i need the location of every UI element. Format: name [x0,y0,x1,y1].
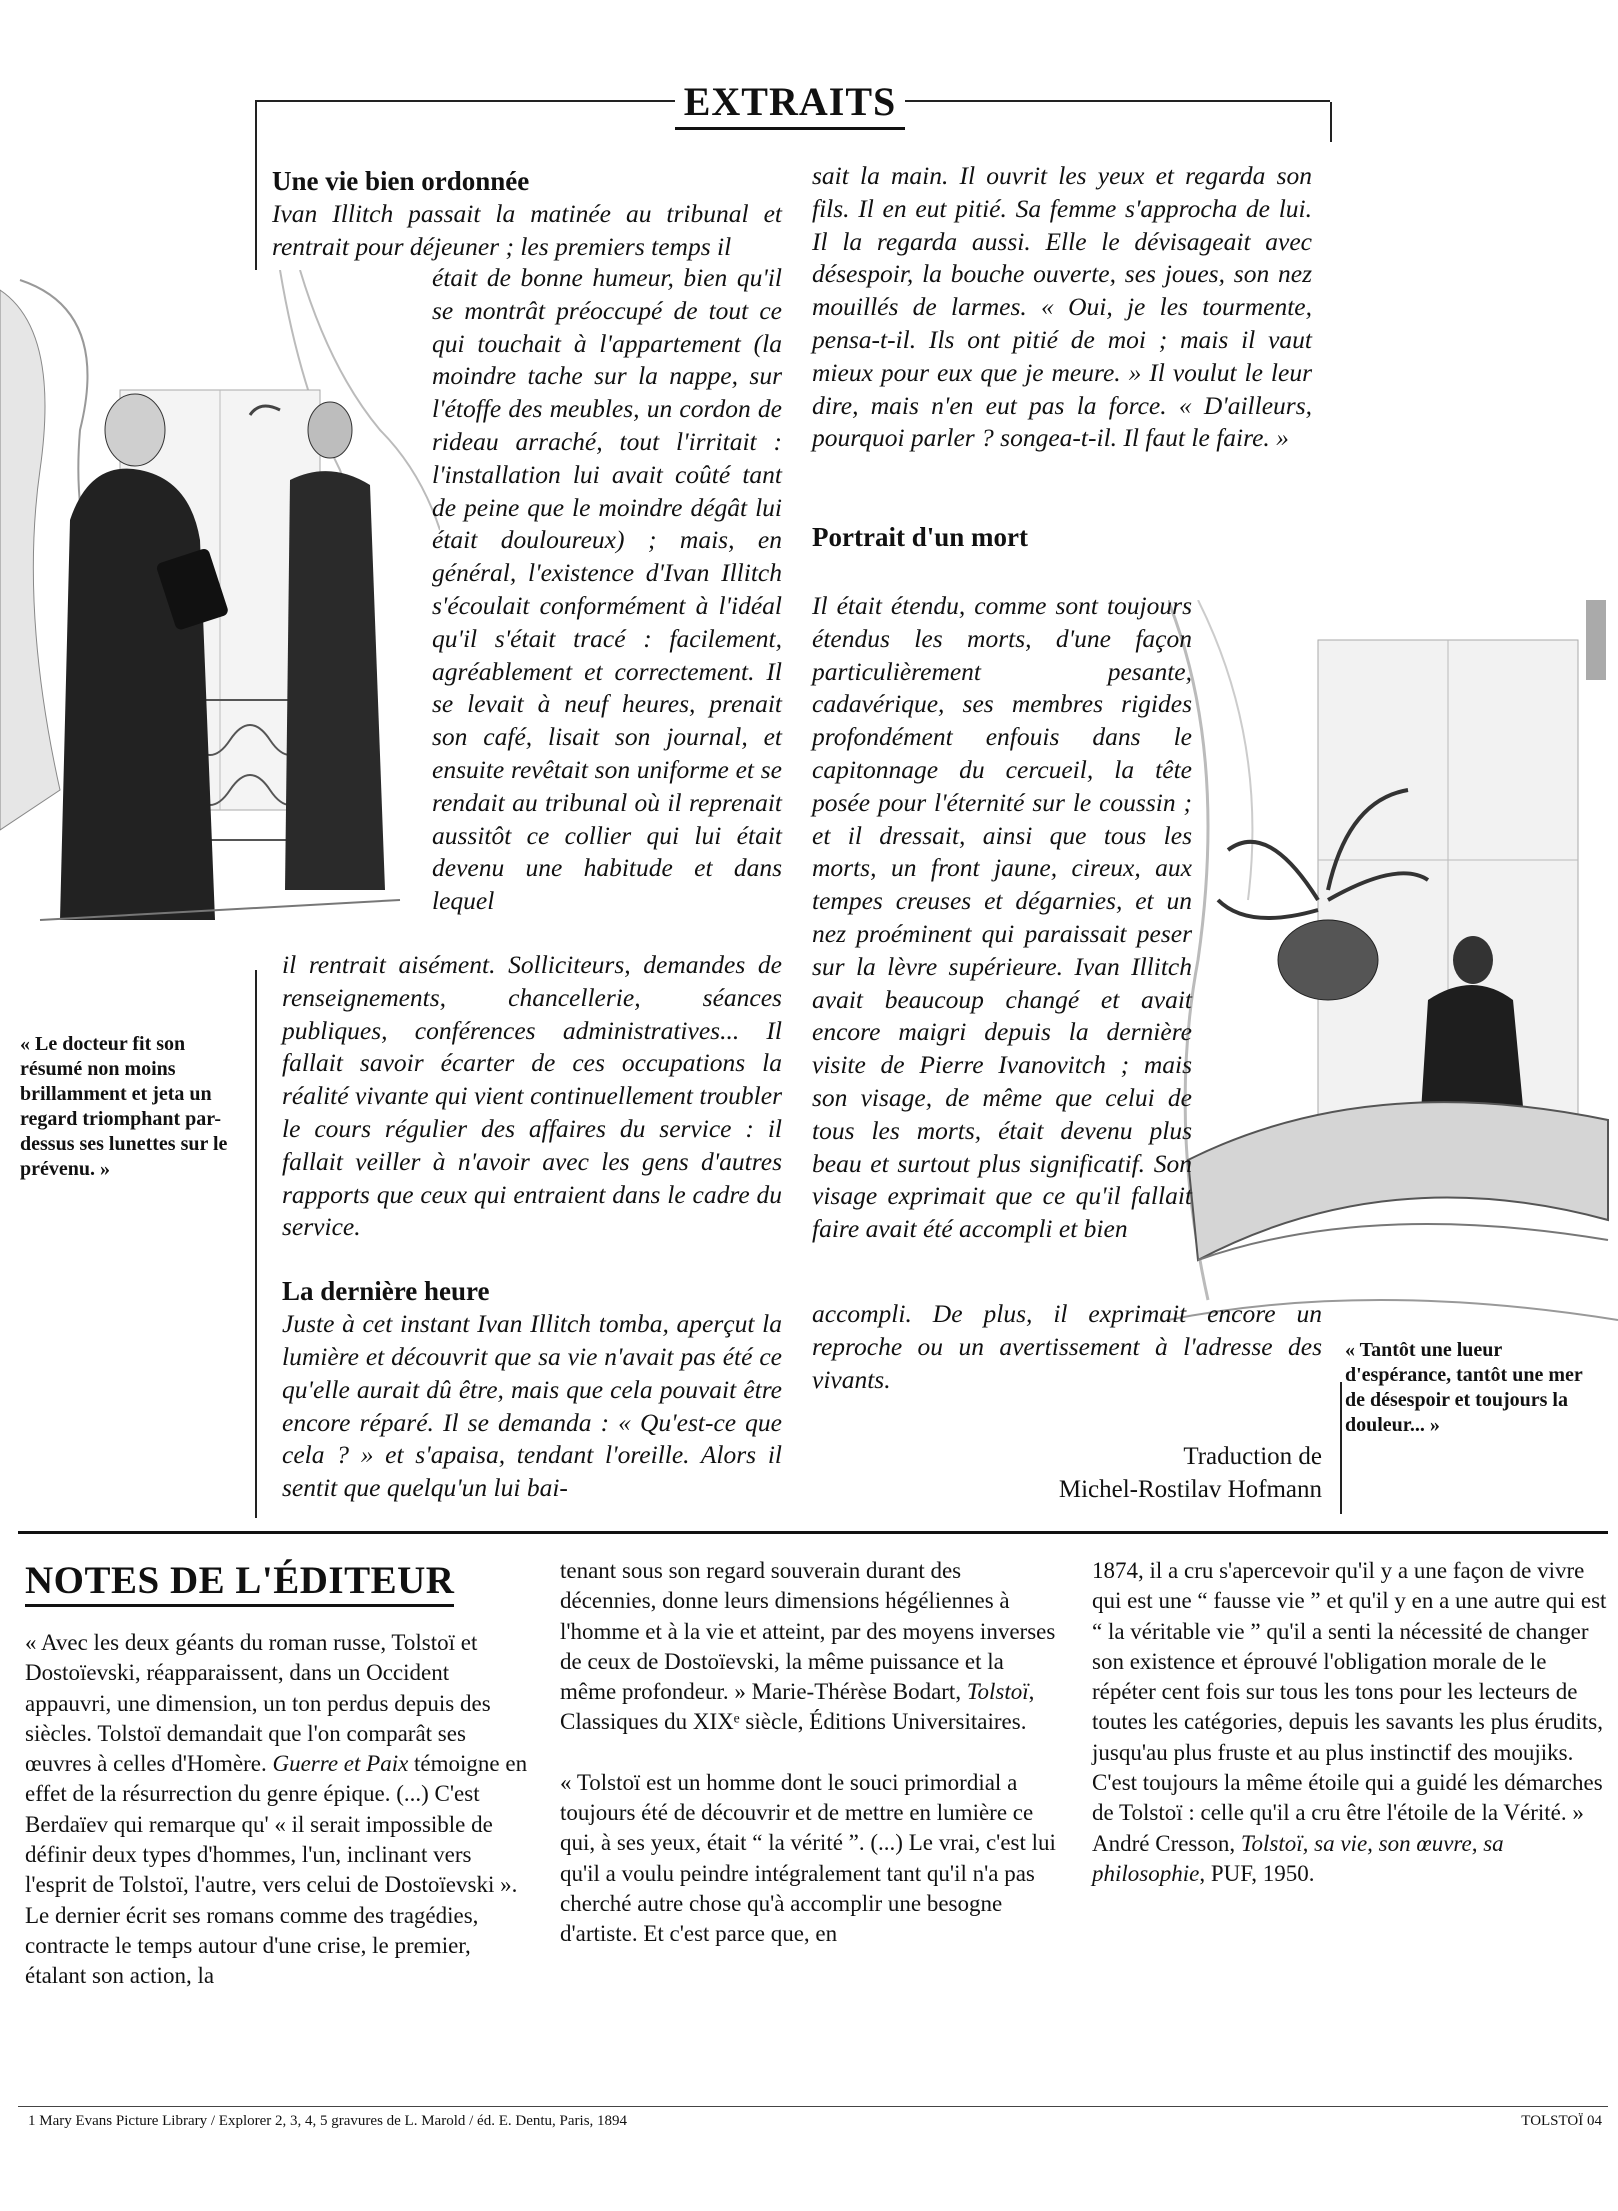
excerpt-block-intro [272,164,782,264]
page-number: TOLSTOÏ 04 [1521,2113,1602,2129]
footer-divider [18,2106,1608,2107]
notes-column-3 [1092,1556,1612,1919]
notes-text: , PUF, 1950. [1199,1860,1315,1886]
notes-text: témoigne en effet de la résurrection du genre épique. (...) C'est Berdaïev qui remarque qu' « il serait impossible de définir deux types d'hommes, l'un, inclinant vers l'esprit de Tolstoï, l'autre, vers celui de Dostoïevski ». Le dernier écrit ses romans comme des tragédies, contracte le temps autour d'une crise, le premier, étalant son action, la [25,1751,528,1989]
excerpt-block-continued [282,949,782,1505]
excerpt-text-portrait-end: accompli. De plus, il exprimait encore un reproche ou un avertissement à l'adresse des vivants. [812,1299,1322,1394]
excerpt-heading-block [812,520,1312,554]
engraving-doctor-illustration [0,270,440,970]
picture-credits: 1 Mary Evans Picture Library / Explorer 2, 3, 4, 5 gravures de L. Marold / éd. E. Dentu, Paris, 1894 [28,2113,628,2129]
notes-divider [18,1531,1608,1534]
translator-name: Michel-Rostilav Hofmann [1058,1476,1322,1503]
notes-text: « Avec les deux géants du roman russe, Tolstoï et Dostoïevski, réapparaissent, dans un Occident appauvri, une dimension, un ton perdus depuis des siècles. Tolstoï demandait que l'on comparât ses œuvres à celles d'Homère. [25,1630,491,1777]
notes-work-title: Tolstoï, sa vie, son œuvre, sa philosophie [1092,1830,1504,1886]
translation-rule [1340,1382,1342,1514]
excerpt-text: Ivan Illitch passait la matinée au tribunal et rentrait pour déjeuner ; les premiers temps il [272,199,782,261]
excerpt-heading-vie-ordonnee: Une vie bien ordonnée [272,166,530,196]
notes-work-title: Guerre et Paix [272,1751,409,1777]
notes-title: NOTES DE L'ÉDITEUR [25,1558,454,1607]
notes-work-title: Tolstoï [966,1679,1029,1705]
notes-text: « Tolstoï est un homme dont le souci primordial a toujours été de découvrir et de mettre en lumière ce qui, à ses yeux, était “ la vérité ”. (...) Le vrai, c'est lui qu'il a voulu peindre intégralement tant qu'il n'a pas cherché autre chose qu'à accomplir une besogne d'artiste. Et c'est parce que, en [560,1769,1056,1947]
excerpt-heading-portrait-mort: Portrait d'un mort [812,522,1028,552]
translation-label: Traduction de [1183,1443,1322,1470]
excerpt-text: Juste à cet instant Ivan Illitch tomba, aperçut la lumière et découvrit que sa vie n'avait pas été ce qu'elle aurait dû être, mais que cela pouvait être encore réparé. Il se demanda : « Qu'est-ce que cela ? » et s'apaisa, tendant l'oreille. Alors il sentit que quelqu'un lui bai- [282,1309,782,1503]
excerpt-text-portrait: Il était étendu, comme sont toujours étendus les morts, d'une façon particulièrement pesante, cadavérique, ses membres rigides profondément enfouis dans le capitonnage du cercueil, la tête posée pour l'éternité sur le coussin ; et il dressait, ainsi que tous les morts, un front jaune, cireux, aux tempes creuses et dégarnies, et un nez proéminent qui paraissait peser sur la lèvre supérieure. Ivan Illitch avait beaucoup changé et avait encore maigri depuis la dernière visite de Pierre Ivanovitch ; mais son visage, de même que celui de tous les morts, était devenu plus beau et surtout plus significatif. Son visage exprimait que ce qu'il fallait faire avait été accompli et bien [812,591,1192,1244]
section-title-extraits: EXTRAITS [675,78,905,130]
notes-column-1 [25,1628,530,2022]
illustration-caption-right: « Tantôt une lueur d'espérance, tantôt une mer de désespoir et toujours la douleur... » [1345,1339,1583,1436]
notes-column-2 [560,1556,1060,1980]
illustration-caption-left: « Le docteur fit son résumé non moins brillamment et jeta un regard triomphant par-dessus ses lunettes sur le prévenu. » [20,1033,228,1180]
excerpt-text: il rentrait aisément. Solliciteurs, demandes de renseignements, chancellerie, séances publiques, conférences administratives... Il fallait savoir écarter de ces occupations la réalité vivante qui vient continuellement troubler le cours régulier des affaires du service : il fallait veiller à n'avoir avec les gens d'autres rapports que ceux qui entraient dans le cadre du service. [282,950,782,1242]
notes-text: 1874, il a cru s'apercevoir qu'il y a une façon de vivre qui est une “ fausse vie ” et qu'il y en a une autre qui est “ la véritable vie ” qu'il a senti la nécessité de changer son existence et éprouvé l'obligation morale de le répéter cent fois sur tous les tons pour les lecteurs de toutes les catégories, depuis les savants les plus érudits, jusqu'au plus fruste et au plus instinctif des moujiks. C'est toujours la même étoile qui a guidé les démarches de Tolstoï : celle qu'il a cru être l'étoile de la Vérité. » André Cresson, [1092,1558,1607,1856]
translation-credit [950,1440,1322,1506]
notes-text: tenant sous son regard souverain durant des décennies, donne leurs dimensions hégéliennes à l'homme et à la vie et atteint, par des moyens inverses de ceux de Dostoïevski, la même puissance et la même profondeur. » Marie-Thérèse Bodart, [560,1558,1056,1705]
excerpt-text-wrapped: était de bonne humeur, bien qu'il se montrât préoccupé de tout ce qui touchait à l'appartement (la moindre tache sur la nappe, sur l'étoffe des meubles, un cordon de rideau arraché, tout l'irritait : l'installation lui avait coûté tant de peine que le moindre dégât lui était douloureux) ; mais, en général, l'existence d'Ivan Illitch s'écoulait conformément à l'idéal qu'il s'était tracé : facilement, agréablement et correctement. Il se levait à neuf heures, prenait son café, lisait son journal, et ensuite revêtait son uniforme et se rendait au tribunal où il reprenait aussitôt ce collier qui lui était devenu une habitude et dans lequel [432,263,782,916]
engraving-widow-illustration [1168,600,1618,1360]
excerpt-heading-derniere-heure: La dernière heure [282,1276,490,1307]
excerpt-text: sait la main. Il ouvrit les yeux et regarda son fils. Il en eut pitié. Sa femme s'approcha de lui. Il la regarda aussi. Elle le dévisageait avec désespoir, la bouche ouverte, ses joues, son nez mouillés de larmes. « Oui, je les tourmente, pensa-t-il. Ils ont pitié de moi ; mais il vaut mieux pour eux que je meure. » Il voulut le leur dire, mais n'en eut pas la force. « D'ailleurs, pourquoi parler ? songea-t-il. Il faut le faire. » [812,161,1312,453]
excerpt-block-continued-right [812,160,1312,455]
notes-text: , Classiques du XIXᵉ siècle, Éditions Universitaires. [560,1679,1035,1735]
